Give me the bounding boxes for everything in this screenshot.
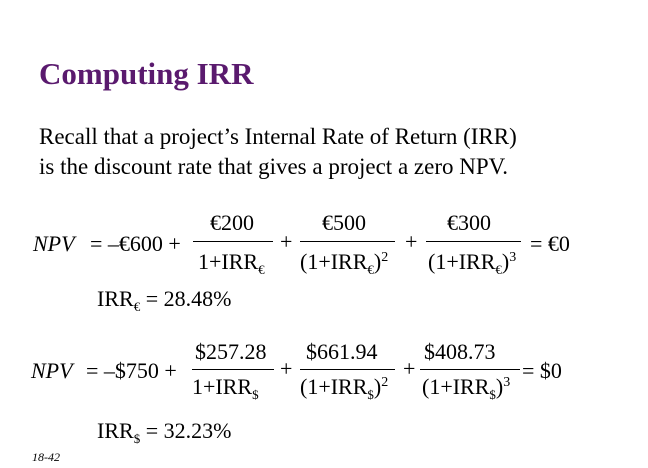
numerator-3: €300 (447, 210, 491, 235)
fraction-bar-2 (300, 369, 395, 370)
numerator-3: $408.73 (424, 339, 496, 364)
plus-sign: + (280, 229, 293, 254)
plus-sign: + (280, 356, 293, 381)
denominator-1: $1+IRR_{\$}$ (192, 374, 259, 402)
page-title: Computing IRR (39, 56, 254, 91)
slide-number: 18-42 (32, 450, 60, 464)
denominator-3: $(1+IRR_{\$})^3$ (422, 374, 511, 402)
numerator-2: $661.94 (306, 339, 378, 364)
initial-cash-flow: = –€600 + (90, 231, 181, 256)
numerator-2: €500 (322, 210, 366, 235)
initial-cash-flow: = –$750 + (86, 358, 177, 383)
npv-result: = €0 (530, 231, 570, 256)
plus-sign: + (403, 356, 416, 381)
denominator-3: $(1+IRR_€)^3$ (428, 249, 517, 277)
irr-result: $IRR_€ = 28.48\%$ (97, 286, 232, 314)
plus-sign: + (405, 229, 418, 254)
fraction-bar-1 (192, 369, 274, 370)
denominator-2: $(1+IRR_€)^2$ (300, 249, 389, 277)
fraction-bar-3 (420, 369, 520, 370)
denominator-1: $1+IRR_€$ (198, 249, 265, 277)
irr-result: $IRR_{\$} = 32.23\%$ (97, 418, 232, 446)
fraction-bar-3 (426, 241, 521, 242)
fraction-bar-2 (300, 241, 395, 242)
fraction-bar-1 (193, 241, 273, 242)
npv-label: NPV (31, 358, 73, 383)
denominator-2: $(1+IRR_{\$})^2$ (300, 374, 389, 402)
intro-line-2: is the discount rate that gives a project a zero NPV. (39, 154, 509, 179)
intro-line-1: Recall that a project’s Internal Rate of Return (IRR) (39, 124, 517, 149)
numerator-1: €200 (210, 210, 254, 235)
numerator-1: $257.28 (195, 339, 267, 364)
npv-result: = $0 (522, 358, 562, 383)
npv-label: NPV (33, 231, 75, 256)
